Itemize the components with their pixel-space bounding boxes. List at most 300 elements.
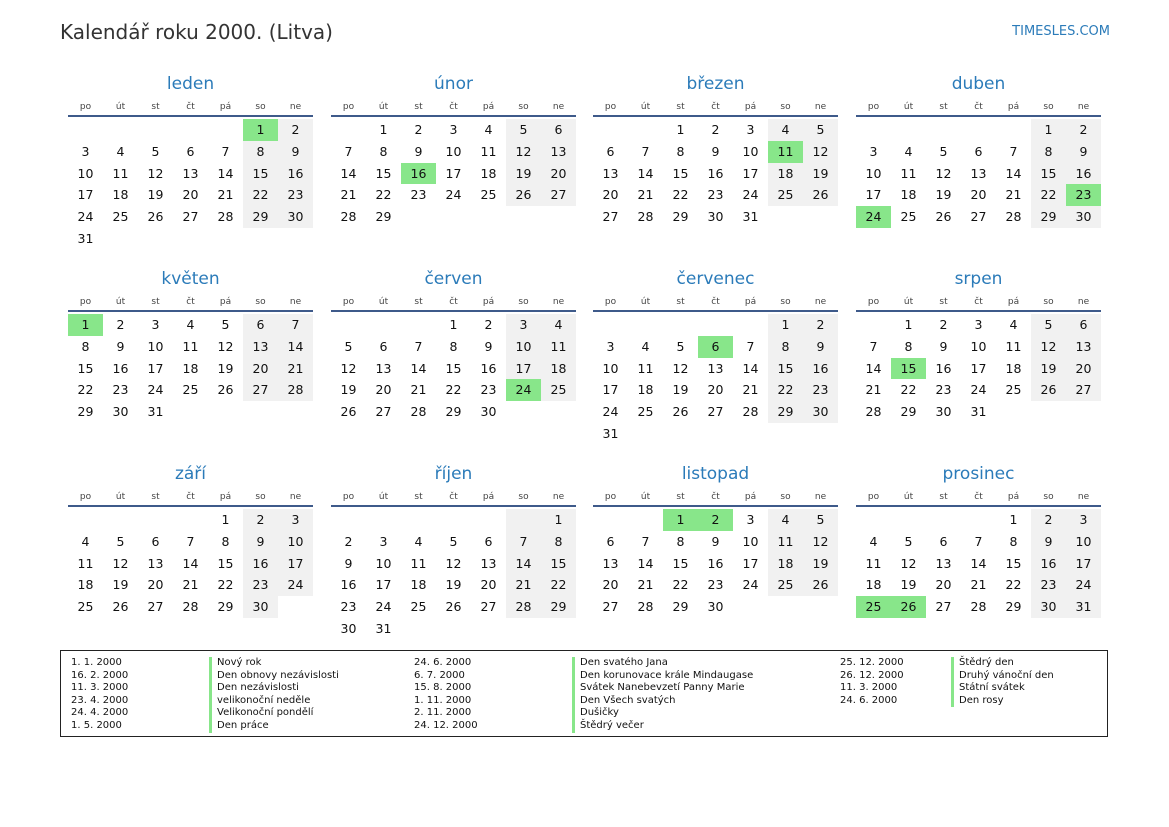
day-cell: 22 [768,379,803,401]
month-name: listopad [681,464,750,484]
empty-cell [331,509,366,531]
day-cell: 14 [506,553,541,575]
empty-cell [628,509,663,531]
day-cell: 22 [1031,184,1066,206]
day-cell: 1 [676,122,685,137]
legend-date-column [840,657,904,707]
day-cell: 21 [1005,187,1022,203]
weekday-label: ne [814,492,827,502]
empty-cell [138,509,173,531]
day-cell: 15 [243,163,278,185]
day-cell: 10 [742,143,759,159]
day-cell: 5 [449,533,458,549]
day-cell: 9 [711,143,720,159]
day-cell: 4 [81,533,90,549]
day-cell: 18 [410,577,427,593]
day-cell: 16 [707,165,724,181]
holiday-name: Den nezávislosti [209,682,339,695]
day-cell: 18 [900,187,917,203]
weekday-label: pá [744,492,757,502]
weekday-label: pá [482,297,495,307]
day-cell: 18 [637,382,654,398]
weekday-label: pá [219,297,232,307]
day-cell: 25 [182,382,199,398]
month-říjen [331,463,576,640]
day-cell: 21 [278,358,313,380]
weekday-label: so [255,297,266,307]
day-cell: 15 [672,165,689,181]
weekday-header [593,489,838,507]
weekday-label: út [378,297,389,307]
day-cell: 18 [768,553,803,575]
day-cell: 13 [182,165,199,181]
day-cell: 28 [182,599,199,615]
holiday-date: 1. 5. 2000 [71,719,122,731]
empty-cell [961,509,996,531]
day-cell: 29 [768,401,803,423]
day-cell: 28 [1005,209,1022,225]
day-cell: 4 [904,143,913,159]
weekday-label: st [151,297,160,307]
weekday-label: po [604,492,617,502]
day-cell: 3 [869,143,878,159]
day-cell: 15 [445,360,462,376]
day-cell: 12 [1031,336,1066,358]
day-cell: 4 [1009,317,1018,332]
day-cell: 11 [77,555,94,571]
weekday-label: út [640,297,651,307]
empty-cell [471,509,506,531]
day-cell: 12 [900,555,917,571]
day-cell: 6 [541,119,576,141]
day-cell: 10 [147,338,164,354]
holiday-day-cell: 24 [506,379,541,401]
empty-cell [926,119,961,141]
day-cell: 3 [606,338,615,354]
weekday-label: pá [744,102,757,112]
weekday-label: čt [449,102,458,112]
day-cell: 1 [449,317,458,332]
day-cell: 9 [414,143,423,159]
holiday-name: Štědrý večer [572,720,753,733]
day-grid [856,314,1101,423]
day-cell: 22 [243,184,278,206]
weekday-label: po [79,102,92,112]
day-cell: 15 [217,555,234,571]
empty-cell [173,509,208,531]
weekday-label: pá [744,297,757,307]
weekday-label: ne [552,297,565,307]
holiday-name: Svátek Nanebevzetí Panny Marie [572,682,753,695]
weekday-label: čt [186,492,195,502]
day-cell: 22 [375,187,392,203]
day-cell: 7 [344,143,353,159]
day-cell: 14 [217,165,234,181]
empty-cell [366,314,401,336]
empty-cell [628,314,663,336]
weekday-label: po [867,102,880,112]
weekday-label: čt [449,297,458,307]
day-cell: 4 [768,509,803,531]
day-grid [68,509,313,618]
weekday-label: so [780,102,791,112]
month-květen [68,268,313,423]
day-cell: 23 [935,382,952,398]
day-cell: 20 [970,187,987,203]
weekday-label: ne [1077,102,1090,112]
day-cell: 5 [221,317,230,332]
day-cell: 3 [449,122,458,137]
holiday-date: 25. 12. 2000 [840,657,904,668]
day-cell: 2 [278,119,313,141]
day-cell: 24 [147,382,164,398]
day-cell: 31 [375,620,392,636]
day-cell: 25 [480,187,497,203]
empty-cell [593,314,628,336]
day-cell: 31 [147,404,164,420]
weekday-header [856,294,1101,312]
weekday-label: po [604,102,617,112]
day-cell: 27 [602,209,619,225]
day-cell: 13 [541,141,576,163]
day-cell: 9 [484,338,493,354]
day-cell: 26 [445,599,462,615]
day-cell: 29 [445,404,462,420]
holiday-date: 2. 11. 2000 [414,707,472,719]
day-cell: 2 [243,509,278,531]
day-cell: 8 [904,338,913,354]
empty-cell [856,119,891,141]
day-cell: 20 [1066,358,1101,380]
day-cell: 12 [112,555,129,571]
weekday-label: čt [186,297,195,307]
holiday-day-cell: 6 [698,336,733,358]
holiday-date: 23. 4. 2000 [71,694,129,706]
day-cell: 6 [186,143,195,159]
holiday-name: Den svatého Jana [572,657,753,670]
day-cell: 15 [77,360,94,376]
day-cell: 24 [602,404,619,420]
day-cell: 23 [410,187,427,203]
day-cell: 23 [480,382,497,398]
holiday-date: 24. 6. 2000 [414,657,472,668]
month-červenec [593,268,838,445]
day-cell: 16 [340,577,357,593]
empty-cell [856,509,891,531]
day-cell: 17 [506,358,541,380]
day-cell: 8 [243,141,278,163]
day-cell: 30 [935,404,952,420]
day-cell: 19 [506,163,541,185]
weekday-header [68,99,313,117]
empty-cell [506,509,541,531]
day-cell: 29 [217,599,234,615]
day-cell: 6 [151,533,160,549]
day-cell: 19 [672,382,689,398]
month-name: srpen [954,269,1003,289]
holiday-day-cell: 1 [663,509,698,531]
weekday-label: po [79,297,92,307]
weekday-label: pá [482,102,495,112]
day-cell: 13 [147,555,164,571]
holiday-name: velikonoční neděle [209,695,339,708]
day-cell: 31 [1066,596,1101,618]
day-cell: 6 [606,143,615,159]
day-cell: 10 [77,165,94,181]
holiday-date: 24. 6. 2000 [840,694,898,706]
holiday-name: Den obnovy nezávislosti [209,670,339,683]
day-cell: 11 [112,165,129,181]
day-cell: 13 [375,360,392,376]
day-cell: 2 [1031,509,1066,531]
weekday-label: po [342,102,355,112]
day-cell: 30 [480,404,497,420]
day-cell: 15 [1031,163,1066,185]
weekday-label: čt [974,492,983,502]
weekday-label: ne [1077,492,1090,502]
holiday-date: 1. 1. 2000 [71,657,122,668]
weekday-label: ne [552,492,565,502]
day-cell: 28 [637,599,654,615]
day-cell: 6 [606,533,615,549]
day-cell: 21 [742,382,759,398]
day-cell: 12 [672,360,689,376]
day-cell: 11 [637,360,654,376]
site-link[interactable]: TIMESLES.COM [1012,24,1110,39]
holiday-day-cell: 23 [1066,184,1101,206]
day-cell: 25 [1005,382,1022,398]
weekday-label: st [414,102,423,112]
day-cell: 11 [541,336,576,358]
day-cell: 26 [803,184,838,206]
day-cell: 25 [768,184,803,206]
day-cell: 22 [445,382,462,398]
weekday-label: ne [289,297,302,307]
day-cell: 26 [340,404,357,420]
weekday-label: čt [974,102,983,112]
day-cell: 30 [340,620,357,636]
day-cell: 2 [116,317,125,332]
day-cell: 22 [672,187,689,203]
day-cell: 3 [379,533,388,549]
day-cell: 30 [112,404,129,420]
day-cell: 10 [865,165,882,181]
empty-cell [103,119,138,141]
day-cell: 17 [77,187,94,203]
day-cell: 17 [970,360,987,376]
day-cell: 28 [637,209,654,225]
month-prosinec [856,463,1101,618]
day-cell: 6 [243,314,278,336]
holiday-day-cell: 1 [68,314,103,336]
weekday-label: čt [186,102,195,112]
holiday-date: 11. 3. 2000 [71,682,129,694]
day-cell: 16 [278,163,313,185]
day-cell: 9 [939,338,948,354]
day-cell: 20 [602,577,619,593]
day-cell: 7 [1009,143,1018,159]
day-cell: 9 [1066,141,1101,163]
weekday-label: so [255,492,266,502]
day-cell: 23 [707,187,724,203]
weekday-label: so [255,102,266,112]
day-cell: 12 [340,360,357,376]
day-cell: 5 [803,509,838,531]
empty-cell [996,119,1031,141]
weekday-header [856,99,1101,117]
holiday-name: Dušičky [572,707,753,720]
holiday-date: 11. 3. 2000 [840,682,898,694]
day-cell: 7 [414,338,423,354]
day-cell: 31 [742,209,759,225]
day-cell: 12 [506,141,541,163]
holiday-name: Den práce [209,720,339,733]
day-cell: 30 [1066,206,1101,228]
weekday-label: út [903,297,914,307]
day-cell: 24 [375,599,392,615]
day-cell: 4 [641,338,650,354]
month-name: březen [686,74,745,94]
day-cell: 30 [707,599,724,615]
day-cell: 12 [147,165,164,181]
day-cell: 5 [344,338,353,354]
day-grid [331,119,576,228]
day-cell: 31 [77,230,94,246]
day-cell: 6 [484,533,493,549]
day-cell: 10 [445,143,462,159]
weekday-label: út [115,297,126,307]
day-cell: 29 [672,209,689,225]
day-cell: 23 [278,184,313,206]
empty-cell [593,119,628,141]
day-grid [331,314,576,423]
day-cell: 18 [77,577,94,593]
day-cell: 17 [147,360,164,376]
day-cell: 20 [935,577,952,593]
day-cell: 18 [112,187,129,203]
day-cell: 11 [480,143,497,159]
day-cell: 13 [602,555,619,571]
day-cell: 14 [1005,165,1022,181]
weekday-label: ne [552,102,565,112]
day-cell: 29 [672,599,689,615]
holiday-name: Druhý vánoční den [951,670,1054,683]
day-cell: 25 [410,599,427,615]
day-cell: 27 [480,599,497,615]
holiday-date: 24. 12. 2000 [414,719,478,731]
day-cell: 4 [541,314,576,336]
empty-cell [436,509,471,531]
day-cell: 26 [1031,379,1066,401]
empty-cell [401,314,436,336]
day-cell: 25 [768,574,803,596]
day-cell: 21 [865,382,882,398]
day-cell: 30 [707,209,724,225]
day-cell: 13 [1066,336,1101,358]
weekday-label: po [867,297,880,307]
day-cell: 29 [243,206,278,228]
holiday-day-cell: 16 [401,163,436,185]
weekday-label: pá [1007,102,1020,112]
day-cell: 17 [375,577,392,593]
month-name: říjen [434,464,473,484]
month-name: leden [166,74,215,94]
day-cell: 17 [742,165,759,181]
day-cell: 8 [1009,533,1018,549]
day-cell: 23 [243,574,278,596]
day-cell: 12 [803,531,838,553]
month-červen [331,268,576,423]
weekday-label: pá [1007,297,1020,307]
day-cell: 22 [77,382,94,398]
day-cell: 11 [768,531,803,553]
day-cell: 2 [803,314,838,336]
holiday-name: Den Všech svatých [572,695,753,708]
day-cell: 12 [803,141,838,163]
day-cell: 21 [217,187,234,203]
weekday-label: ne [289,492,302,502]
day-cell: 9 [803,336,838,358]
day-cell: 1 [1009,512,1018,527]
weekday-label: čt [974,297,983,307]
weekday-label: st [939,297,948,307]
day-cell: 7 [641,143,650,159]
day-grid [68,314,313,423]
day-cell: 23 [1031,574,1066,596]
page-title: Kalendář roku 2000. (Litva) [60,20,333,44]
holiday-day-cell: 11 [768,141,803,163]
day-cell: 11 [410,555,427,571]
day-cell: 19 [112,577,129,593]
day-cell: 3 [974,317,983,332]
weekday-label: so [518,297,529,307]
day-cell: 24 [742,577,759,593]
day-cell: 27 [1066,379,1101,401]
day-cell: 7 [506,531,541,553]
holiday-date: 6. 7. 2000 [414,669,465,681]
weekday-label: st [151,492,160,502]
day-cell: 1 [379,122,388,137]
month-name: květen [161,269,220,289]
day-cell: 3 [81,143,90,159]
day-cell: 12 [935,165,952,181]
weekday-label: čt [711,297,720,307]
empty-cell [961,119,996,141]
day-cell: 15 [375,165,392,181]
empty-cell [401,509,436,531]
day-grid [593,314,838,445]
day-cell: 24 [970,382,987,398]
weekday-label: út [640,102,651,112]
day-cell: 8 [768,336,803,358]
day-cell: 17 [1066,553,1101,575]
holiday-day-cell: 25 [856,596,891,618]
day-cell: 3 [1066,509,1101,531]
day-cell: 27 [935,599,952,615]
day-cell: 14 [865,360,882,376]
weekday-label: st [676,102,685,112]
weekday-label: pá [219,492,232,502]
day-cell: 5 [506,119,541,141]
weekday-label: út [115,102,126,112]
day-cell: 19 [803,553,838,575]
day-cell: 16 [935,360,952,376]
day-cell: 28 [410,404,427,420]
weekday-label: út [378,102,389,112]
holiday-date: 15. 8. 2000 [414,682,472,694]
day-cell: 14 [278,336,313,358]
legend-name-column [951,657,1054,707]
